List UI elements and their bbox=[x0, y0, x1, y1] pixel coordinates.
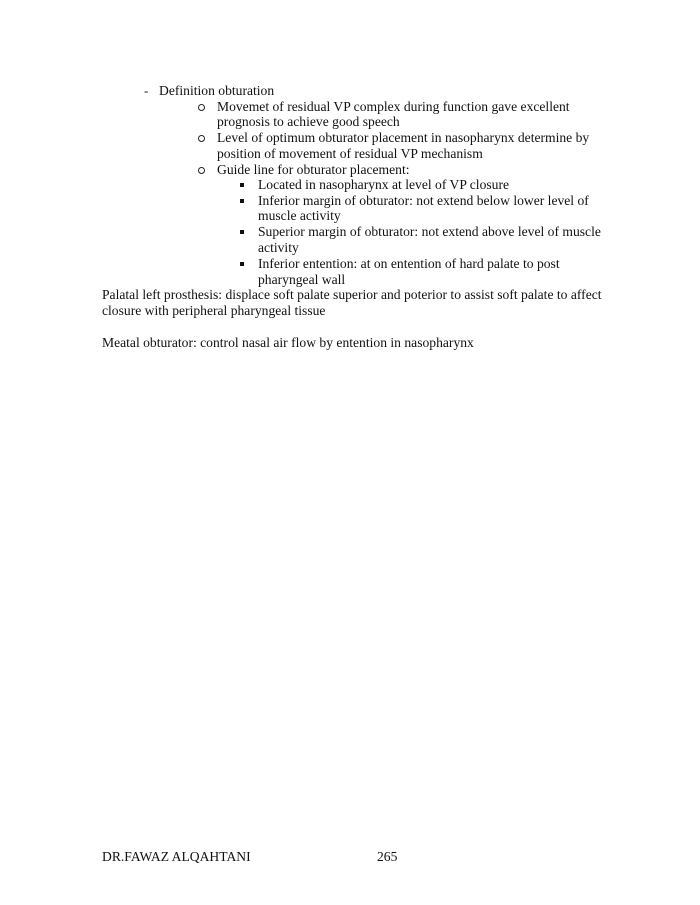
square-bullet-icon bbox=[240, 262, 244, 266]
circle-bullet-icon bbox=[198, 104, 205, 111]
list-item-2-line-2: position of movement of residual VP mechanism bbox=[217, 146, 483, 161]
palatal-paragraph-line-2: closure with peripheral pharyngeal tissue bbox=[102, 303, 326, 318]
meatal-paragraph: Meatal obturator: control nasal air flow by entention in nasopharynx bbox=[102, 335, 474, 350]
circle-bullet-icon bbox=[198, 135, 205, 142]
sub-item-3-line-1: Superior margin of obturator: not extend above level of muscle bbox=[258, 224, 601, 239]
sub-item-4-line-2: pharyngeal wall bbox=[258, 272, 346, 287]
sub-item-4-line-1: Inferior entention: at on entention of hard palate to post bbox=[258, 256, 560, 271]
sub-item-2-line-2: muscle activity bbox=[258, 208, 341, 223]
page-number: 265 bbox=[377, 849, 398, 864]
circle-bullet-icon bbox=[198, 167, 205, 174]
square-bullet-icon bbox=[240, 199, 244, 203]
list-item-2-line-1: Level of optimum obturator placement in nasopharynx determine by bbox=[217, 130, 590, 145]
list-heading: Definition obturation bbox=[159, 83, 275, 98]
square-bullet-icon bbox=[240, 183, 244, 187]
list-item-3: Guide line for obturator placement: bbox=[217, 162, 410, 177]
sub-item-1: Located in nasopharynx at level of VP closure bbox=[258, 177, 510, 192]
list-item-1-line-1: Movemet of residual VP complex during function gave excellent bbox=[217, 99, 570, 114]
list-item-1-line-2: prognosis to achieve good speech bbox=[217, 114, 400, 129]
footer-author: DR.FAWAZ ALQAHTANI bbox=[102, 849, 251, 864]
sub-item-3-line-2: activity bbox=[258, 240, 299, 255]
sub-item-2-line-1: Inferior margin of obturator: not extend below lower level of bbox=[258, 193, 589, 208]
square-bullet-icon bbox=[240, 230, 244, 234]
dash-marker: - bbox=[144, 83, 149, 98]
palatal-paragraph-line-1: Palatal left prosthesis: displace soft palate superior and poterior to assist soft palate to affect bbox=[102, 287, 602, 302]
